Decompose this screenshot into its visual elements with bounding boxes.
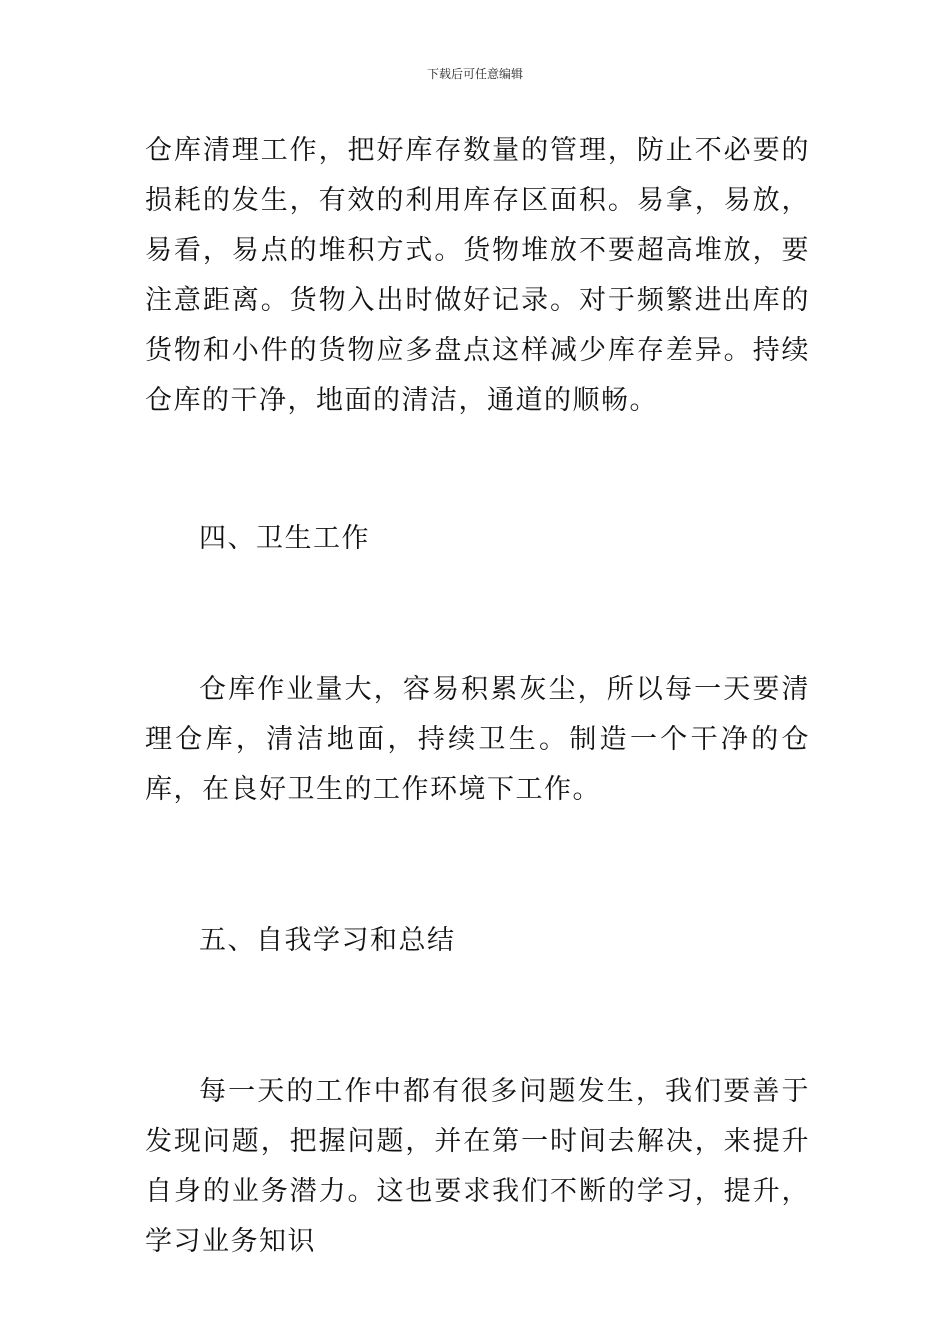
- page-header-note: 下载后可任意编辑: [426, 67, 523, 81]
- section-heading-self-learning: 五、自我学习和总结: [199, 925, 456, 956]
- paragraph-hygiene: 仓库作业量大，容易积累灰尘，所以每一天要清理仓库，清洁地面，持续卫生。制造一个干净的仓库，在良好卫生的工作环境下工作。: [145, 674, 810, 805]
- paragraph-warehouse-cleanup: 仓库清理工作，把好库存数量的管理，防止不必要的损耗的发生，有效的利用库存区面积。易拿，易放，易看，易点的堆积方式。货物堆放不要超高堆放，要注意距离。货物入出时做好记录。对于频繁进出库的货物和小件的货物应多盘点这样减少库存差异。持续仓库的干净，地面的清洁，通道的顺畅。: [145, 135, 810, 416]
- document-body: [145, 126, 810, 1267]
- paragraph-self-learning: 每一天的工作中都有很多问题发生，我们要善于发现问题，把握问题，并在第一时间去解决，来提升自身的业务潜力。这也要求我们不断的学习，提升，学习业务知识: [145, 1076, 810, 1257]
- section-heading-hygiene: 四、卫生工作: [199, 523, 370, 554]
